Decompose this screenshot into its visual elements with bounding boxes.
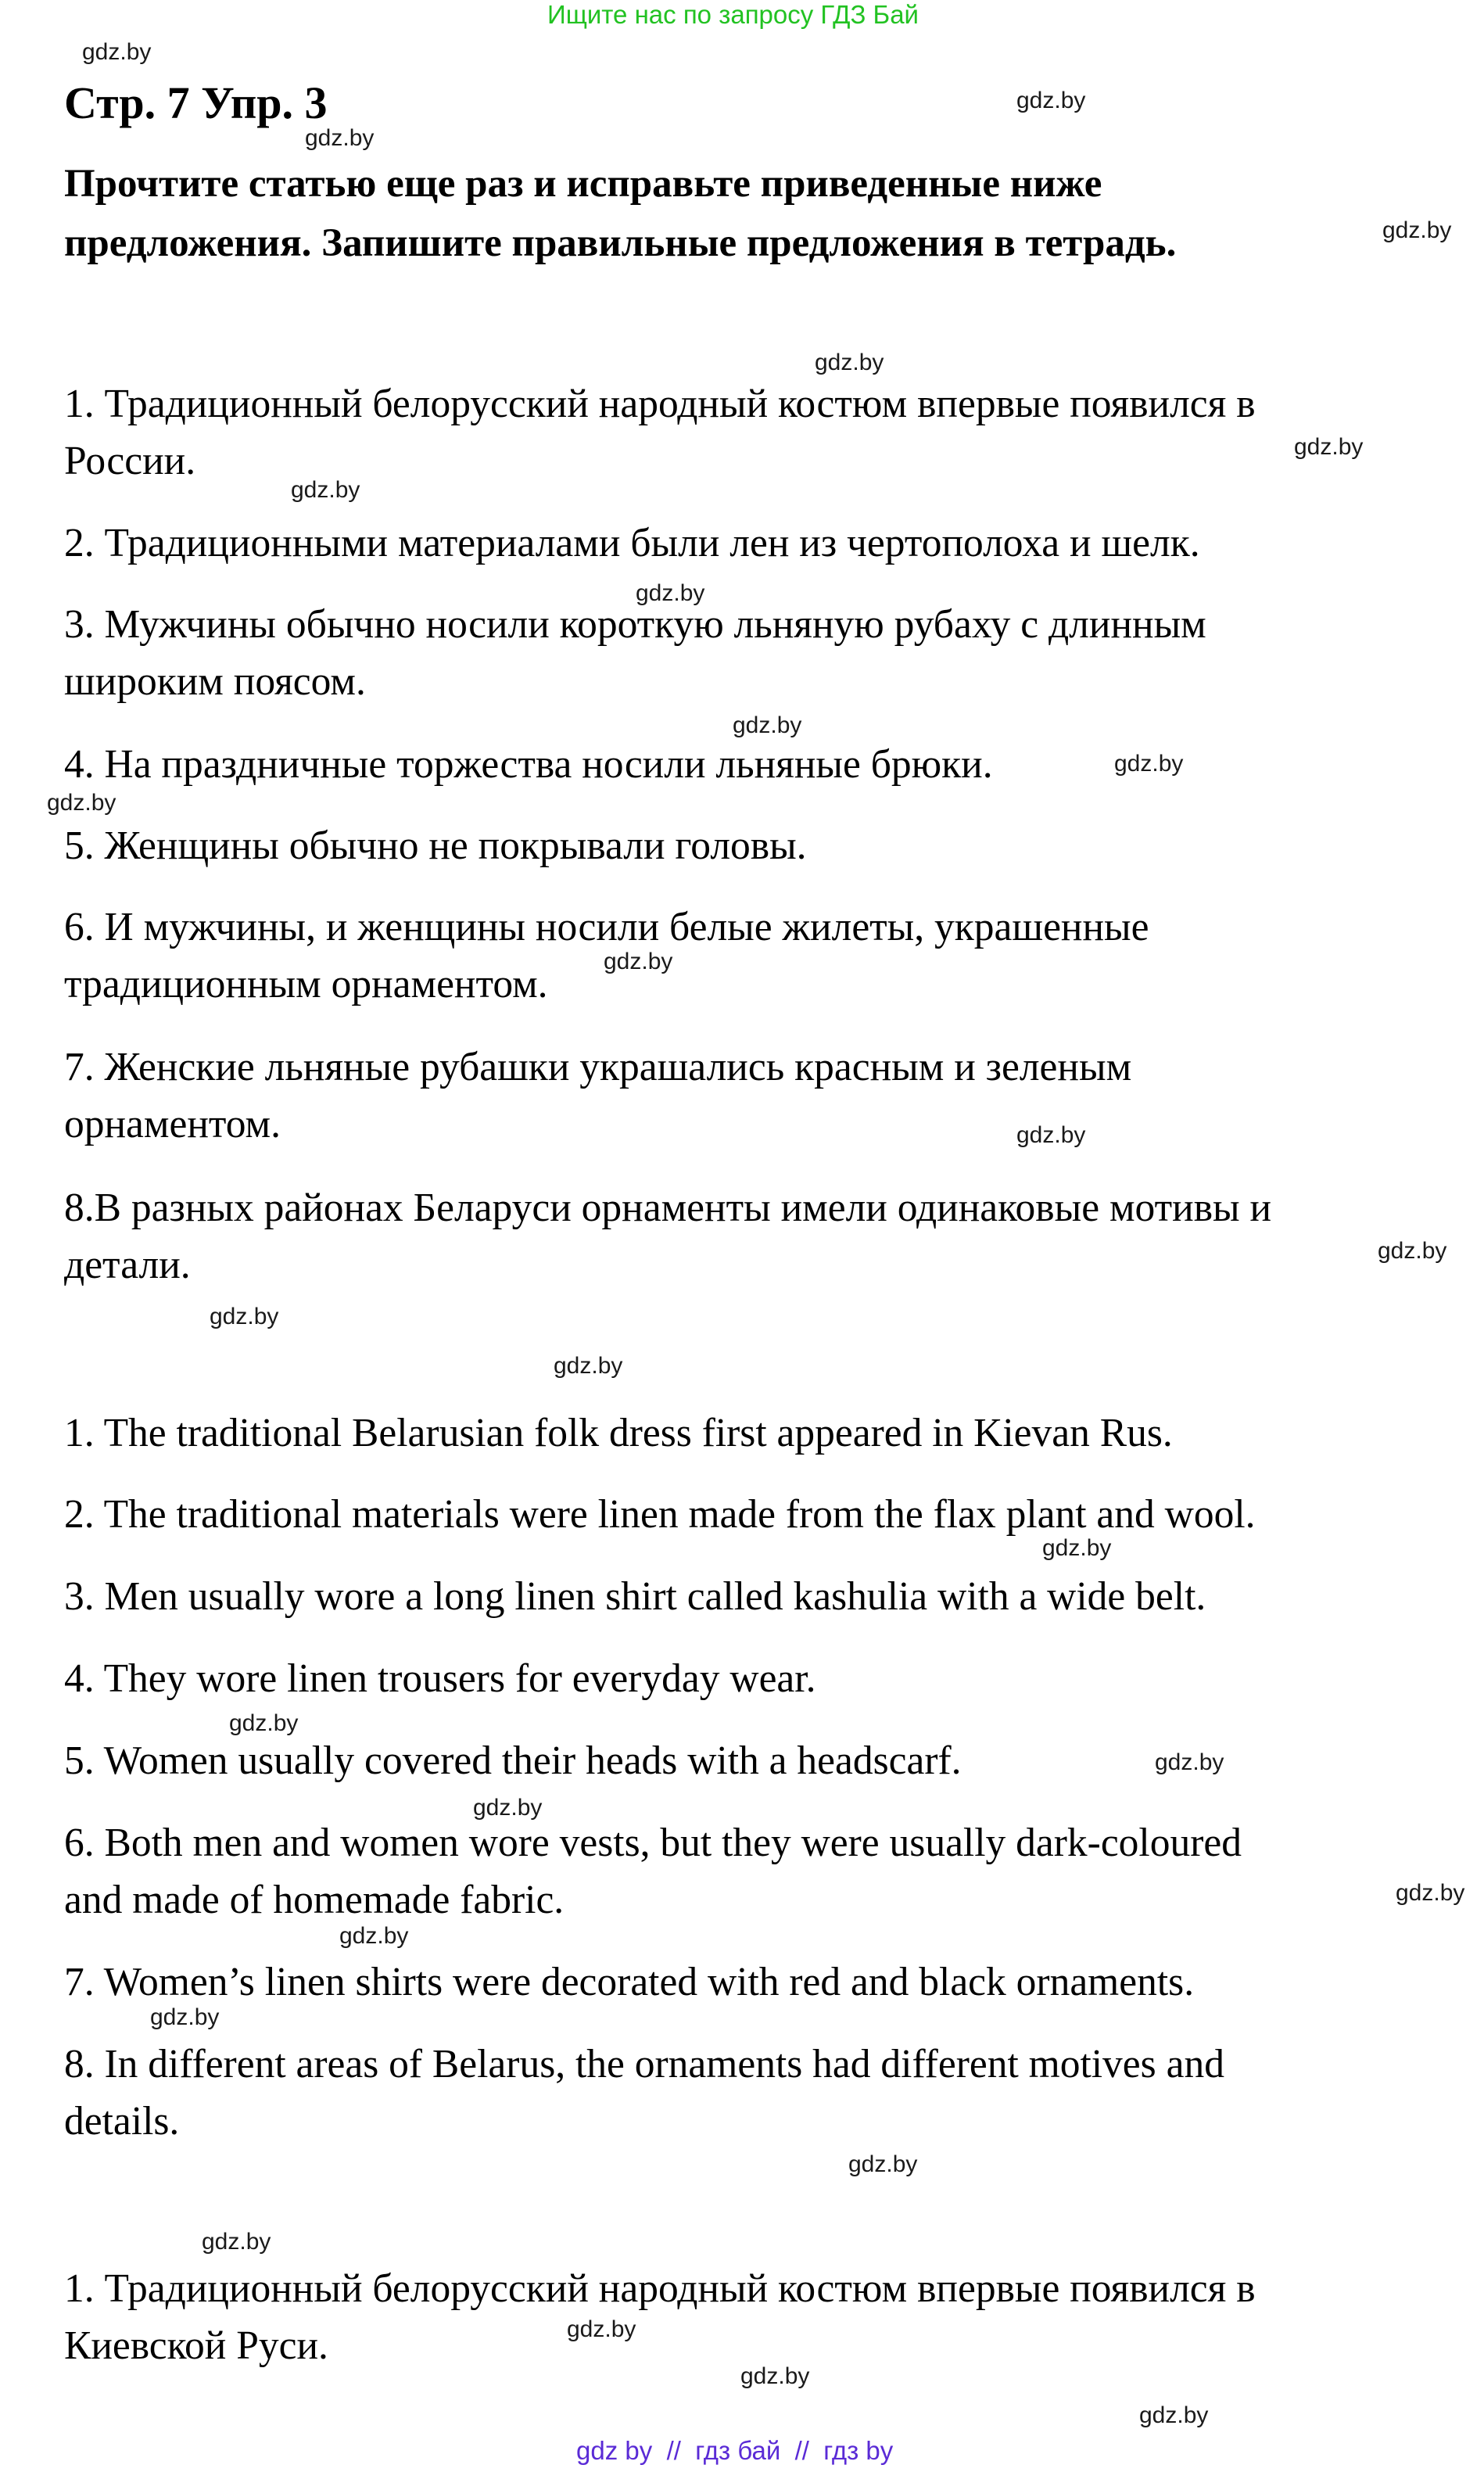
watermark: gdz.by	[733, 712, 802, 738]
en-item-7	[64, 1954, 1194, 2011]
item-line: 8.В разных районах Беларуси орнаменты имели одинаковые мотивы и	[64, 1186, 1272, 1230]
watermark: gdz.by	[473, 1795, 543, 1821]
watermark: gdz.by	[291, 477, 360, 503]
item-line: традиционным орнаментом.	[64, 962, 548, 1006]
en-item-8	[64, 2036, 1224, 2150]
en-item-6	[64, 1814, 1242, 1928]
watermark: gdz.by	[202, 2229, 271, 2255]
item-line: details.	[64, 2099, 180, 2144]
watermark: gdz.by	[1294, 434, 1364, 460]
page-title: Стр. 7 Упр. 3	[64, 77, 328, 128]
watermark: gdz.by	[740, 2363, 810, 2389]
item-line: and made of homemade fabric.	[64, 1878, 565, 1922]
item-line: 3. Men usually wore a long linen shirt called kashulia with a wide belt.	[64, 1574, 1206, 1619]
en-item-4	[64, 1650, 815, 1707]
item-line: 6. Both men and women wore vests, but they were usually dark-coloured	[64, 1821, 1242, 1865]
answer-item-1	[64, 2260, 1256, 2374]
watermark: gdz.by	[1155, 1749, 1224, 1775]
watermark: gdz.by	[150, 2004, 220, 2030]
watermark: gdz.by	[1139, 2402, 1209, 2428]
en-item-1	[64, 1405, 1173, 1462]
watermark: gdz.by	[210, 1304, 279, 1329]
footer-links[interactable]: gdz by // гдз бай // гдз by	[576, 2436, 894, 2465]
top-banner[interactable]: Ищите нас по запросу ГДЗ Бай	[547, 0, 919, 29]
watermark: gdz.by	[1382, 217, 1452, 243]
watermark: gdz.by	[1378, 1238, 1447, 1264]
watermark: gdz.by	[848, 2151, 918, 2177]
watermark: gdz.by	[636, 580, 705, 606]
item-line: 4. На праздничные торжества носили льняные брюки.	[64, 742, 993, 787]
task-instruction	[64, 154, 1176, 273]
item-line: 1. The traditional Belarusian folk dress first appeared in Kievan Rus.	[64, 1411, 1173, 1455]
ru-item-5	[64, 817, 807, 874]
ru-item-8	[64, 1179, 1271, 1293]
item-line: 5. Женщины обычно не покрывали головы.	[64, 823, 807, 868]
ru-item-1	[64, 375, 1256, 490]
item-line: 2. Традиционными материалами были лен из чертополоха и шелк.	[64, 521, 1200, 565]
task-line: Прочтите статью еще раз и исправьте приведенные ниже	[64, 162, 1102, 206]
item-line: широким поясом.	[64, 659, 366, 704]
watermark: gdz.by	[305, 125, 375, 151]
item-line: 8. In different areas of Belarus, the ornaments had different motives and	[64, 2042, 1224, 2086]
task-line: предложения. Запишите правильные предложения в тетрадь.	[64, 221, 1177, 265]
item-line: 1. Традиционный белорусский народный костюм впервые появился в	[64, 382, 1256, 426]
ru-item-7	[64, 1039, 1131, 1153]
watermark: gdz.by	[815, 350, 884, 375]
item-line: России.	[64, 439, 196, 483]
watermark: gdz.by	[47, 790, 116, 816]
item-line: Киевской Руси.	[64, 2323, 328, 2368]
watermark: gdz.by	[554, 1353, 623, 1379]
item-line: 5. Women usually covered their heads with a headscarf.	[64, 1738, 962, 1783]
ru-item-3	[64, 596, 1206, 710]
en-item-5	[64, 1732, 962, 1789]
item-line: 6. И мужчины, и женщины носили белые жилеты, украшенные	[64, 905, 1149, 949]
en-item-3	[64, 1568, 1206, 1625]
watermark: gdz.by	[1042, 1535, 1112, 1561]
item-line: 2. The traditional materials were linen made from the flax plant and wool.	[64, 1492, 1256, 1537]
watermark: gdz.by	[1016, 1122, 1086, 1148]
item-line: детали.	[64, 1243, 191, 1287]
watermark: gdz.by	[604, 949, 673, 974]
watermark: gdz.by	[1396, 1880, 1465, 1906]
watermark: gdz.by	[1114, 751, 1184, 777]
watermark: gdz.by	[1016, 88, 1086, 113]
item-line: 4. They wore linen trousers for everyday wear.	[64, 1656, 816, 1701]
ru-item-2	[64, 515, 1200, 572]
watermark: gdz.by	[229, 1710, 299, 1736]
watermark: gdz.by	[339, 1923, 409, 1949]
item-line: 7. Женские льняные рубашки украшались красным и зеленым	[64, 1045, 1132, 1089]
item-line: орнаментом.	[64, 1102, 281, 1146]
watermark: gdz.by	[567, 2316, 636, 2342]
item-line: 7. Women’s linen shirts were decorated with red and black ornaments.	[64, 1960, 1195, 2004]
watermark: gdz.by	[82, 39, 152, 65]
item-line: 3. Мужчины обычно носили короткую льняную рубаху с длинным	[64, 602, 1206, 647]
item-line: 1. Традиционный белорусский народный костюм впервые появился в	[64, 2266, 1256, 2311]
ru-item-4	[64, 736, 993, 793]
